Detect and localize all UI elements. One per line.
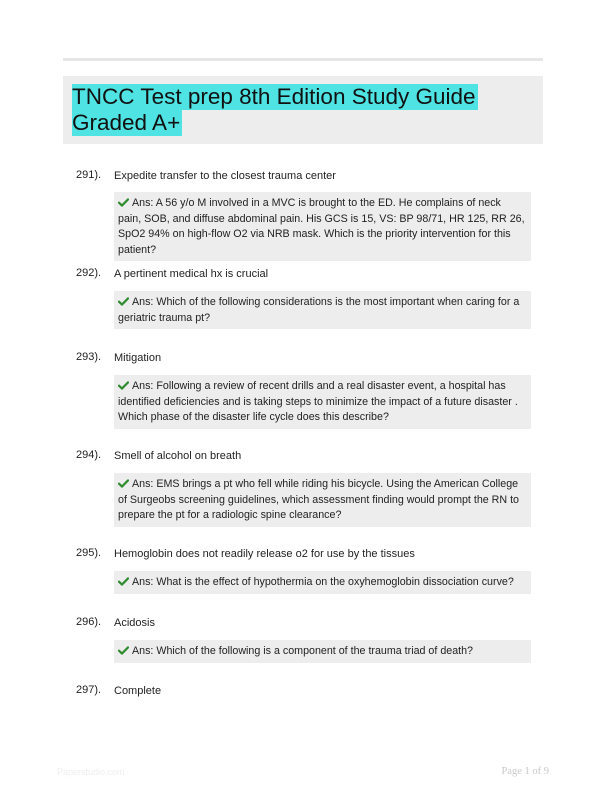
answer-term: Mitigation [114, 352, 162, 364]
question-box [114, 192, 531, 261]
question-box [114, 640, 531, 663]
top-divider [63, 58, 543, 61]
question-text: Ans: Which of the following is a component of the trauma triad of death? [132, 645, 474, 657]
title-banner [63, 76, 543, 144]
question-box [114, 473, 531, 527]
item-number: 295). [76, 547, 102, 559]
title-highlight: TNCC Test prep 8th Edition Study Guide Graded A+ [72, 84, 476, 135]
answer-term: Smell of alcohol on breath [114, 450, 242, 462]
check-icon [118, 381, 129, 390]
item-number: 296). [76, 616, 102, 628]
question-text: Ans: Which of the following considerations is the most important when caring for a geriatric trauma pt? [118, 296, 520, 324]
answer-term: Expedite transfer to the closest trauma center [114, 170, 336, 182]
answer-term: Complete [114, 685, 162, 697]
question-text: Ans: Following a review of recent drills and a real disaster event, a hospital has identified deficiencies and is taking steps to minimize the impact of a future disaster . Which phase of the disaster life cycle does this describe? [118, 380, 518, 424]
question-text: Ans: EMS brings a pt who fell while riding his bicycle. Using the American College of Surgeobs screening guidelines, which assessment finding would prompt the RN to prepare the pt for a radiologic spine clearance? [118, 478, 520, 522]
check-icon [118, 577, 129, 586]
question-text: Ans: What is the effect of hypothermia on the oxyhemoglobin dissociation curve? [132, 576, 514, 588]
question-box [114, 291, 531, 329]
footer-source: Paperstudio.com [57, 767, 125, 777]
item-number: 291). [76, 169, 102, 181]
answer-term: A pertinent medical hx is crucial [114, 268, 269, 280]
question-box [114, 571, 531, 594]
question-text: Ans: A 56 y/o M involved in a MVC is brought to the ED. He complains of neck pain, SOB, and diffuse abdominal pain. His GCS is 15, VS: BP 98/71, HR 125, RR 26, SpO2 94% on high-flow O2 via NRB mask. Which is the priority intervention for this patient? [118, 197, 525, 256]
item-number: 294). [76, 449, 102, 461]
item-number: 297). [76, 684, 102, 696]
page-number: Page 1 of 9 [501, 766, 549, 777]
check-icon [118, 297, 129, 306]
answer-term: Acidosis [114, 617, 155, 629]
item-number: 293). [76, 351, 102, 363]
question-box [114, 375, 531, 429]
page-title [72, 84, 534, 136]
check-icon [118, 198, 129, 207]
check-icon [118, 646, 129, 655]
check-icon [118, 479, 129, 488]
answer-term: Hemoglobin does not readily release o2 for use by the tissues [114, 548, 415, 560]
item-number: 292). [76, 267, 102, 279]
